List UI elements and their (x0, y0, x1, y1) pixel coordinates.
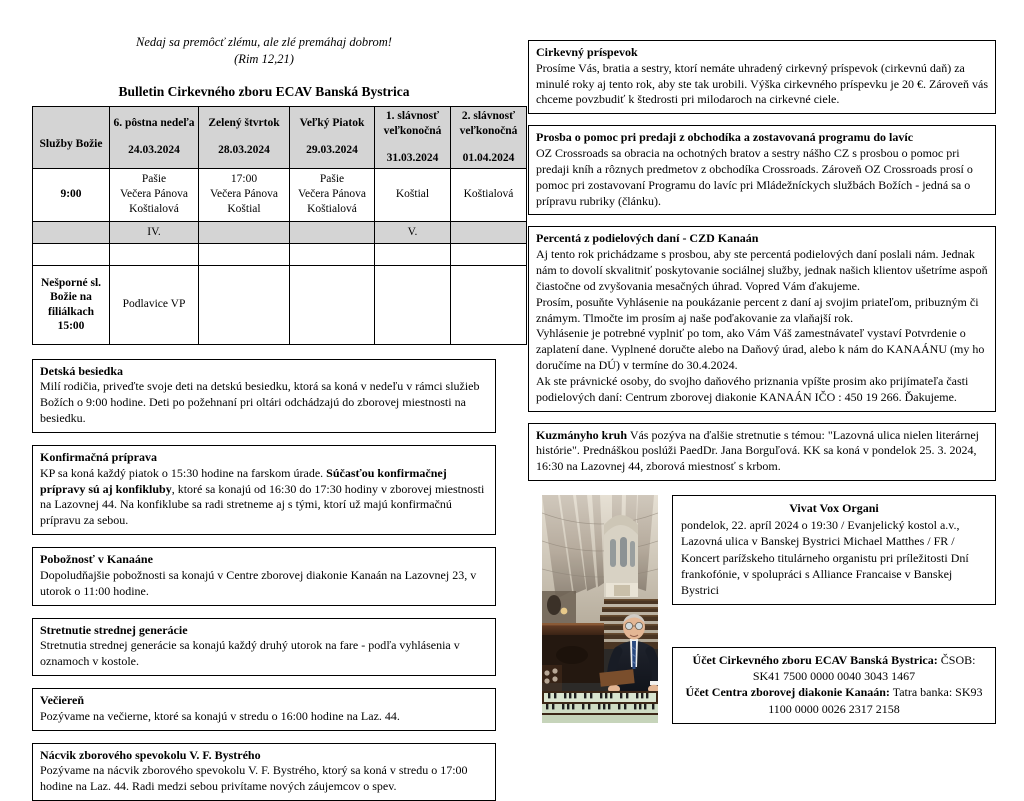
account-label-church: Účet Cirkevného zboru ECAV Banská Bystrica: (692, 653, 938, 668)
service-cell-0: Pašie Večera Pánova Koštialová (110, 168, 199, 221)
header-cell-3: 1. slávnosť veľkonočná 31.03.2024 (375, 106, 451, 168)
bank-accounts-box (672, 647, 996, 724)
account-value-church: ČSOB: SK41 7500 0000 0040 3043 1467 (752, 653, 976, 684)
box-body: Pozývame na večierne, ktoré sa konajú v stredu o 16:00 hodine na Laz. 44. (40, 708, 400, 723)
box-body-paragraph-3: Vyhlásenie je potrebné vyplniť po tom, ako Vám Váš zamestnávateľ vystaví Potvrdenie o zaplatení dane. Vyplnené doručte alebo na Daňový úrad, alebo k nám do KANAÁNU (my ho doručíme na DÚ) v termíne do 30.4.2024. (536, 326, 985, 373)
numeral-cell-3 (290, 221, 375, 243)
box-body (536, 428, 988, 475)
table-header-row (33, 106, 527, 168)
announcement-vespers (32, 688, 496, 731)
table-row-numerals (33, 221, 527, 243)
announcement-confirmation-prep (32, 445, 496, 535)
body-part-1: KP sa koná každý piatok o 15:30 hodine na farskom úrade. (40, 465, 327, 480)
box-body: OZ Crossroads sa obracia na ochotných bratov a sestry nášho CZ s prosbou o pomoc pri predaji kníh a rôznych predmetov z obchodíka Crossroads. Zároveň OZ Crossroads prosí o pomoc pri zostavovaní Programu do lavíc pri Mládežníckych službách Božích - jedná sa o prípravu rubriky (článku). (536, 146, 973, 208)
box-title: Konfirmačná príprava (40, 449, 157, 464)
vespers-cell-2 (290, 265, 375, 344)
box-body: Stretnutia strednej generácie sa konajú každý druhý utorok na fare - podľa vyhlásenia v oznamoch v kostole. (40, 638, 460, 669)
announcement-kanaan-devotion (32, 547, 496, 605)
box-body (40, 466, 488, 529)
numeral-cell-5 (451, 221, 527, 243)
kuzmany-lead: Kuzmányho kruh (536, 427, 628, 442)
box-title: Percentá z podielových daní - CZD Kanaán (536, 231, 759, 246)
numeral-cell-0 (33, 221, 110, 243)
body-part-2: , ktoré sa konajú od 16:30 do 17:30 hodiny v zborovej miestnosti na Lazovnej 44. Na konfiklube sa radi stretneme aj s tými, ktorí už majú konfirmačnú prípravu za sebou. (40, 481, 485, 528)
vespers-cell-0: Podlavice VP (110, 265, 199, 344)
box-title: Detská besiedka (40, 363, 124, 378)
table-row-blank (33, 243, 527, 265)
announcement-kuzmany-circle (528, 423, 996, 481)
scripture-verse: Nedaj sa premôcť zlému, ale zlé premáhaj dobrom! (136, 35, 392, 49)
vespers-label: Nešporné sl. Božie na filiálkach 15:00 (33, 265, 110, 344)
left-column (32, 34, 518, 801)
box-body-paragraph-2: Prosím, posuňte Vyhlásenie na poukázanie percent z daní aj svojim priateľom, pribuzným či známym. Tlmočte im prosím aj naše poďakovanie za vlaňajší rok. (536, 294, 979, 325)
box-title: Nácvik zborového spevokolu V. F. Bystrého (40, 747, 261, 762)
header-cell-services: Služby Božie (33, 106, 110, 168)
announcement-tax-percentage (528, 226, 996, 411)
table-row-vespers (33, 265, 527, 344)
account-label-kanaan: Účet Centra zborovej diakonie Kanaán: (685, 685, 890, 700)
concert-details: pondelok, 22. apríl 2024 o 19:30 / Evanjelický kostol a.v., Lazovná ulica v Banskej Bystrici Michael Matthes / FR / Koncert parížskeho titulárneho organistu pri príležitosti Dní frankofónie, v spolupráci s Alliance Francaise v Banskej Bystrici (681, 518, 969, 597)
announcement-church-contribution (528, 40, 996, 114)
header-cell-0: 6. pôstna nedeľa 24.03.2024 (110, 106, 199, 168)
service-cell-2: Pašie Večera Pánova Koštialová (290, 168, 375, 221)
numeral-cell-1: IV. (110, 221, 199, 243)
scripture-reference: (Rim 12,21) (234, 51, 294, 66)
cathedral-organist-image (542, 495, 658, 723)
body-emphasis: Súčasťou konfirmačnej prípravy sú aj konfikluby (40, 465, 447, 496)
blank-cell-4 (375, 243, 451, 265)
vespers-cell-1 (199, 265, 290, 344)
box-title: Stretnutie strednej generácie (40, 622, 188, 637)
vespers-cell-4 (451, 265, 527, 344)
vespers-cell-3 (375, 265, 451, 344)
box-title: Cirkevný príspevok (536, 45, 638, 59)
box-body: Milí rodičia, priveďte svoje deti na detskú besiedku, ktorá sa koná v nedeľu v rámci služieb Božích o 9:00 hodine. Deti po požehnaní pri oltári odchádzajú do zborovej miestnosti na besiedku. (40, 379, 480, 426)
blank-cell-3 (290, 243, 375, 265)
account-value-kanaan: Tatra banka: SK93 1100 0000 0026 2317 2158 (768, 685, 983, 716)
table-row-services (33, 168, 527, 221)
organ-concert-photo (542, 495, 658, 723)
box-body: Dopoludňajšie pobožnosti sa konajú v Centre zborovej diakonie Kanaán na Lazovnej 23, v utorok o 11:00 hodine. (40, 567, 477, 598)
numeral-cell-2 (199, 221, 290, 243)
box-body-paragraph-1: Aj tento rok prichádzame s prosbou, aby ste percentá podielových daní poslali nám. Jednak nám to dovolí skvalitniť poskytovanie sociálnej služby, jednak našich klientov ušetríme aspoň čiastočne od zvyšovania mesačných úhrad. Vopred Vám ďakujeme. (536, 247, 988, 293)
numeral-cell-4: V. (375, 221, 451, 243)
kuzmany-body: Vás pozýva na ďalšie stretnutie s témou: "Lazovná ulica nielen literárnej histórie". Prednáškou poslúži PaedDr. Jana Borguľová. KK sa koná v pondelok 25. 3. 2024, 16:30 na Lazovnej 44, zborová miestnosť s krbom. (536, 427, 980, 474)
service-cell-4: Koštialová (451, 168, 527, 221)
right-column (528, 40, 996, 730)
box-title: Prosba o pomoc pri predaji z obchodíka a zostavovaná programu do lavíc (536, 130, 914, 145)
box-title: Večiereň (40, 692, 84, 707)
header-cell-4: 2. slávnosť veľkonočná 01.04.2024 (451, 106, 527, 168)
service-schedule-table (32, 106, 527, 345)
service-time: 9:00 (33, 168, 110, 221)
box-body: Prosíme Vás, bratia a sestry, ktorí nemáte uhradený cirkevný príspevok (cirkevnú daň) za minulé roky aj tento rok, aby ste tak urobili. Výška cirkevného príspevku je 20 €. Zároveň vás chceme povzbudiť k štedrosti pri milodaroch na cirkevné ciele. (536, 60, 989, 107)
header-cell-2: Veľký Piatok 29.03.2024 (290, 106, 375, 168)
blank-cell-1 (110, 243, 199, 265)
concert-announcement (672, 495, 996, 605)
header-cell-1: Zelený štvrtok 28.03.2024 (199, 106, 290, 168)
blank-cell-5 (451, 243, 527, 265)
box-title: Pobožnosť v Kanaáne (40, 552, 153, 567)
box-body-paragraph-4: Ak ste právnické osoby, do svojho daňového priznania vpíšte prosim ako prijímateľa časti podielových daní: Centrum zborovej diakonie KANAÁN IČO : 450 19 266. Ďakujeme. (536, 373, 969, 404)
announcement-shop-help-request (528, 125, 996, 215)
announcement-middle-generation (32, 618, 496, 676)
service-cell-3: Koštial (375, 168, 451, 221)
blank-cell-0 (33, 243, 110, 265)
announcement-choir-rehearsal (32, 743, 496, 801)
page-title: Bulletin Cirkevného zboru ECAV Banská Bystrica (118, 83, 410, 99)
blank-cell-2 (199, 243, 290, 265)
announcement-childrens-group (32, 359, 496, 433)
box-body: Pozývame na nácvik zborového spevokolu V. F. Bystrého, ktorý sa koná v stredu o 17:00 hodine na Laz. 44. Radi medzi sebou privítame nových záujemcov o spev. (40, 763, 468, 794)
media-row (528, 495, 996, 730)
service-cell-1: 17:00 Večera Pánova Koštial (199, 168, 290, 221)
concert-title: Vivat Vox Organi (789, 501, 879, 516)
